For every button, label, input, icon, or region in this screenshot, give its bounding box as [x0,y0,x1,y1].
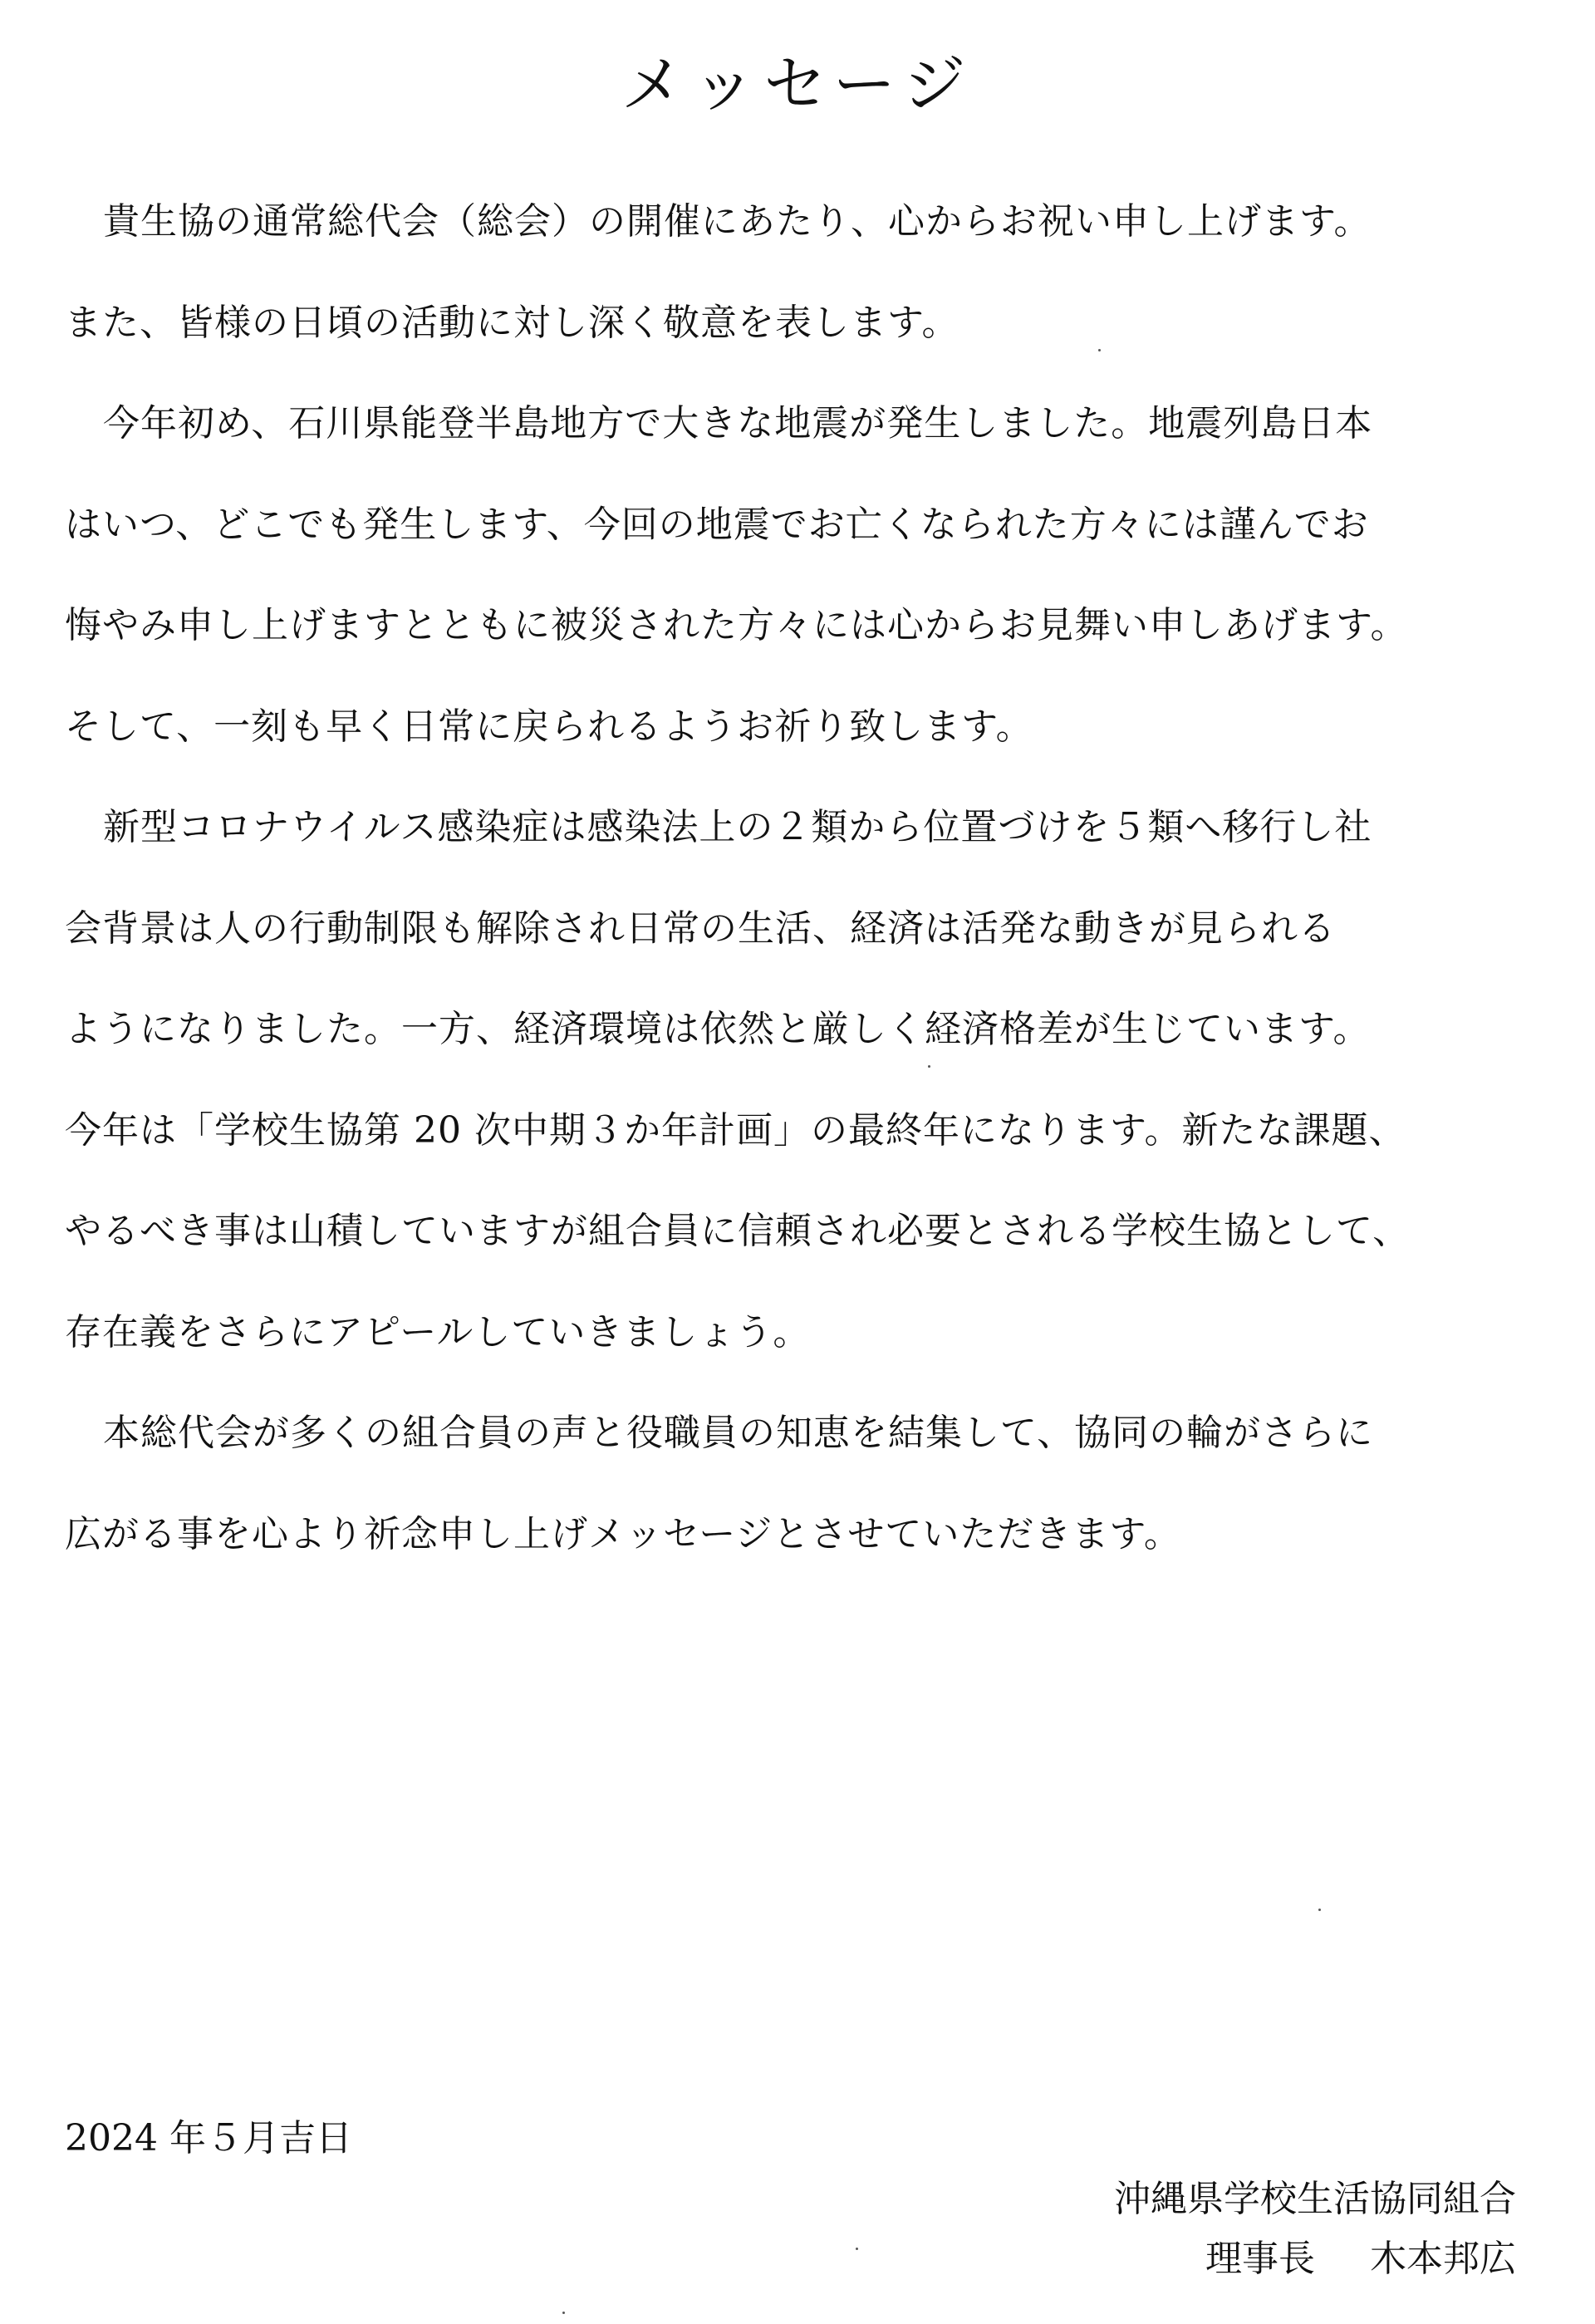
paragraph-line: 今年初め、石川県能登半島地方で大きな地震が発生しました。地震列島日本 [103,402,1373,445]
signature-line [1205,2235,1516,2283]
signer-title: 理事長 [1205,2238,1315,2280]
paragraph-line: はいつ、どこでも発生します、今回の地震でお亡くなられた方々には謹んでお [65,503,1369,546]
issue-date: 2024 年５月吉日 [65,2117,352,2159]
scan-speck [928,1065,930,1068]
scan-speck [1098,349,1101,351]
organization-name: 沖縄県学校生活協同組合 [1114,2178,1516,2220]
paragraph-line: 会背景は人の行動制限も解除され日常の生活、経済は活発な動きが見られる [65,907,1336,950]
paragraph-line: 悔やみ申し上げますとともに被災された方々には心からお見舞い申しあげます。 [65,604,1408,646]
document-title: メッセージ [621,47,974,121]
paragraph-line: 貴生協の通常総代会（総会）の開催にあたり、心からお祝い申し上げます。 [103,200,1372,243]
paragraph-line: また、皆様の日頃の活動に対し深く敬意を表します。 [65,301,959,344]
scan-speck [1318,1909,1321,1911]
scan-speck [562,2312,565,2314]
message-body [65,198,1552,1611]
signer-name: 木本邦広 [1370,2238,1516,2280]
paragraph-line: 今年は「学校生協第 20 次中期３か年計画」の最終年になります。新たな課題、 [65,1108,1406,1152]
paragraph-line: 存在義をさらにアピールしていきましょう。 [65,1310,811,1354]
paragraph-line: やるべき事は山積していますが組合員に信頼され必要とされる学校生協として、 [65,1210,1411,1252]
paragraph-line: 広がる事を心より祈念申し上げメッセージとさせていただきます。 [65,1512,1181,1555]
paragraph-line: 新型コロナウイルス感染症は感染法上の２類から位置づけを５類へ移行し社 [103,806,1372,848]
scan-speck [856,2248,858,2250]
paragraph-line: そして、一刻も早く日常に戻られるようお祈り致します。 [65,705,1033,748]
paragraph-line: 本総代会が多くの組合員の声と役職員の知恵を結集して、協同の輪がさらに [103,1412,1374,1454]
paragraph-line: ようになりました。一方、経済環境は依然と厳しく経済格差が生じています。 [65,1008,1371,1050]
